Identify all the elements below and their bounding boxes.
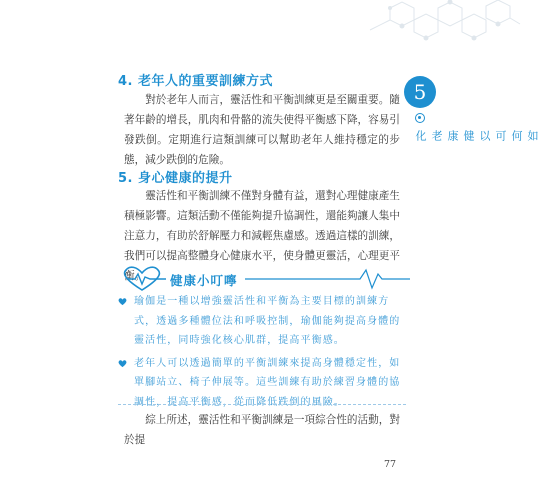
molecule-decoration-icon — [370, 0, 520, 50]
closing-paragraph: 綜上所述，靈活性和平衡訓練是一項綜合性的活動，對於提 — [124, 414, 400, 446]
tips-header — [120, 264, 410, 294]
tip-item — [118, 292, 408, 351]
section-5-paragraph: 靈活性和平衡訓練不僅對身體有益，還對心理健康產生積極影響。這類活動不僅能夠提升協調性，還能夠讓人集中注意力，有助於舒解壓力和減輕焦慮感。透過這樣的訓練，我們可以提高整體身心健康水平，使身體更靈活，心理更平衡。 — [124, 190, 400, 282]
chapter-number: 5 — [404, 76, 436, 108]
tip-text: 瑜伽是一種以增強靈活性和平衡為主要目標的訓練方式，透過多種體位法和呼吸控制，瑜伽能夠提高身體的靈活性，同時強化核心肌群，提高平衡感。 — [134, 296, 401, 346]
heart-bullet-icon — [118, 297, 127, 306]
chapter-title-vertical: 如何可以健康老化 — [414, 130, 539, 142]
tips-list — [118, 292, 408, 415]
chapter-ring-icon — [415, 113, 425, 123]
tips-title: 健康小叮嚀 — [170, 273, 238, 288]
section-5-title: 5. 身心健康的提升 — [118, 171, 233, 186]
section-4-paragraph: 對於老年人而言，靈活性和平衡訓練更是至關重要。隨著年齡的增長，肌肉和骨骼的流失使得平衡感下降，容易引發跌倒。定期進行這類訓練可以幫助老年人維持穩定的步態，減少跌倒的危險。 — [124, 94, 400, 166]
tip-text: 老年人可以透過簡單的平衡訓練來提高身體穩定性，如單腳站立、椅子伸展等。這些訓練有助於練習身體的協調性，提高平衡感，從而降低跌倒的風險。 — [134, 357, 401, 408]
section-4-title: 4. 老年人的重要訓練方式 — [118, 74, 274, 89]
tips-divider — [118, 404, 406, 405]
page-number: 77 — [384, 459, 397, 470]
heart-pulse-icon — [120, 264, 410, 294]
heart-bullet-icon — [118, 359, 127, 368]
